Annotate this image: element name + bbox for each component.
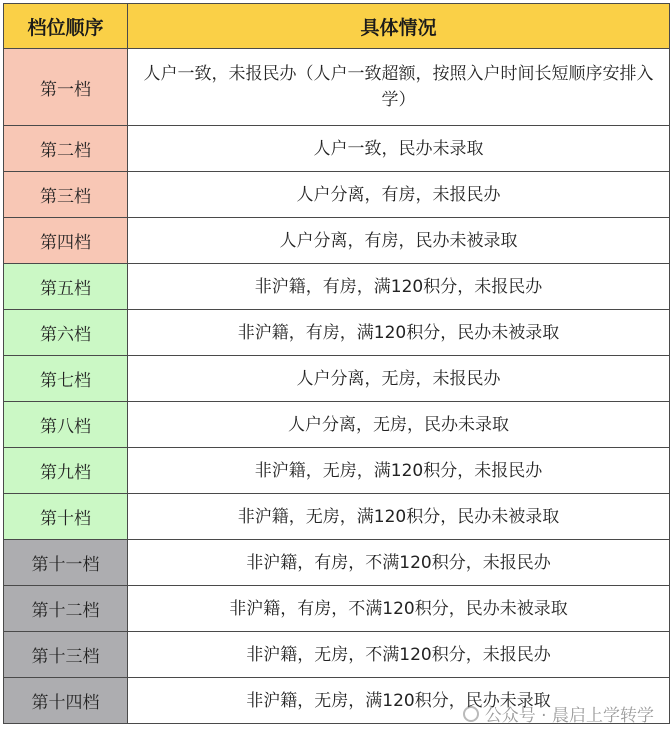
admission-rank-table	[3, 3, 670, 724]
table-row	[4, 49, 670, 126]
rank-cell: 第十四档	[4, 678, 128, 724]
detail-cell: 人户分离，无房，民办未录取	[128, 402, 670, 448]
table-row	[4, 494, 670, 540]
table-header-row	[4, 4, 670, 49]
watermark	[463, 701, 654, 726]
rank-cell: 第六档	[4, 310, 128, 356]
detail-cell: 人户一致，民办未录取	[128, 126, 670, 172]
detail-cell: 人户分离，无房，未报民办	[128, 356, 670, 402]
table-row	[4, 402, 670, 448]
table-row	[4, 586, 670, 632]
rank-cell: 第五档	[4, 264, 128, 310]
detail-cell: 人户一致，未报民办（人户一致超额，按照入户时间长短顺序安排入学）	[128, 49, 670, 126]
table-row	[4, 126, 670, 172]
detail-cell: 人户分离，有房，民办未被录取	[128, 218, 670, 264]
table-row	[4, 172, 670, 218]
detail-cell: 非沪籍，无房，满120积分，民办未被录取	[128, 494, 670, 540]
detail-cell: 非沪籍，无房，满120积分，民办未录取	[128, 678, 670, 724]
rank-cell: 第十一档	[4, 540, 128, 586]
rank-cell: 第二档	[4, 126, 128, 172]
detail-cell: 非沪籍，有房，满120积分，民办未被录取	[128, 310, 670, 356]
rank-cell: 第十二档	[4, 586, 128, 632]
header-rank: 档位顺序	[4, 4, 128, 49]
detail-cell: 人户分离，有房，未报民办	[128, 172, 670, 218]
header-detail: 具体情况	[128, 4, 670, 49]
detail-cell: 非沪籍，无房，满120积分，未报民办	[128, 448, 670, 494]
detail-cell: 非沪籍，有房，满120积分，未报民办	[128, 264, 670, 310]
rank-cell: 第十三档	[4, 632, 128, 678]
rank-cell: 第九档	[4, 448, 128, 494]
watermark-text: 公众号 · 晨启上学转学	[484, 706, 654, 726]
rank-cell: 第八档	[4, 402, 128, 448]
table-row	[4, 448, 670, 494]
rank-cell: 第十档	[4, 494, 128, 540]
table-row	[4, 632, 670, 678]
rank-cell: 第三档	[4, 172, 128, 218]
detail-cell: 非沪籍，有房，不满120积分，未报民办	[128, 540, 670, 586]
rank-cell: 第一档	[4, 49, 128, 126]
detail-cell: 非沪籍，有房，不满120积分，民办未被录取	[128, 586, 670, 632]
table-row	[4, 310, 670, 356]
table-row	[4, 356, 670, 402]
rank-cell: 第七档	[4, 356, 128, 402]
detail-cell: 非沪籍，无房，不满120积分，未报民办	[128, 632, 670, 678]
table-row	[4, 540, 670, 586]
table-row	[4, 218, 670, 264]
wechat-icon	[463, 706, 479, 722]
rank-cell: 第四档	[4, 218, 128, 264]
table-row	[4, 264, 670, 310]
